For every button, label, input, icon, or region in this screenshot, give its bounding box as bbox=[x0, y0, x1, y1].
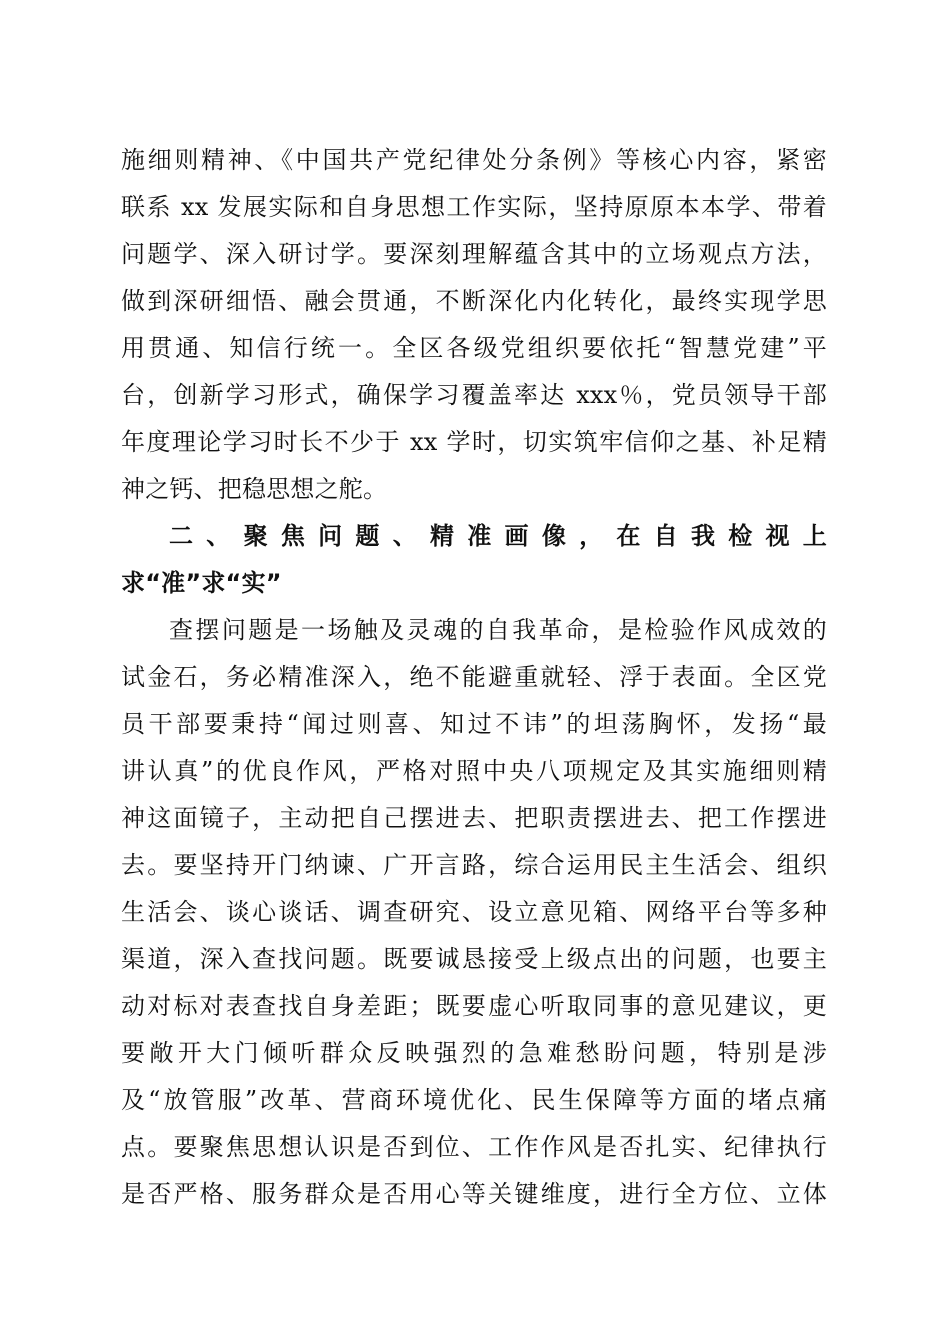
paragraph-2-line-11: 及“放管服”改革、营商环境优化、民生保障等方面的堵点痛 bbox=[121, 1086, 827, 1114]
paragraph-2-line-2: 试金石，务必精准深入，绝不能避重就轻、浮于表面。全区党 bbox=[121, 663, 827, 691]
paragraph-2-line-8: 渠道，深入查找问题。既要诚恳接受上级点出的问题，也要主 bbox=[121, 945, 827, 973]
paragraph-2-line-3: 员干部要秉持“闻过则喜、知过不讳”的坦荡胸怀，发扬“最 bbox=[121, 710, 827, 738]
paragraph-2-line-5: 神这面镜子，主动把自己摆进去、把职责摆进去、把工作摆进 bbox=[121, 804, 827, 832]
paragraph-1-line-3: 问题学、深入研讨学。要深刻理解蕴含其中的立场观点方法， bbox=[121, 240, 827, 268]
paragraph-2-line-6: 去。要坚持开门纳谏、广开言路，综合运用民主生活会、组织 bbox=[121, 851, 827, 879]
paragraph-1-line-7: 年度理论学习时长不少于 xx 学时，切实筑牢信仰之基、补足精 bbox=[121, 428, 827, 456]
paragraph-1-line-8: 神之钙、把稳思想之舵。 bbox=[121, 475, 388, 503]
paragraph-1-line-1: 施细则精神、《中国共产党纪律处分条例》等核心内容，紧密 bbox=[121, 146, 827, 174]
paragraph-2-line-13: 是否严格、服务群众是否用心等关键维度，进行全方位、立体 bbox=[121, 1180, 827, 1208]
paragraph-2-line-7: 生活会、谈心谈话、调查研究、设立意见箱、网络平台等多种 bbox=[121, 898, 827, 926]
paragraph-2-line-12: 点。要聚焦思想认识是否到位、工作作风是否扎实、纪律执行 bbox=[121, 1133, 827, 1161]
paragraph-2-line-10: 要敞开大门倾听群众反映强烈的急难愁盼问题，特别是涉 bbox=[121, 1039, 827, 1067]
paragraph-2-line-4: 讲认真”的优良作风，严格对照中央八项规定及其实施细则精 bbox=[121, 757, 827, 785]
section-heading-line-2: 求“准”求“实” bbox=[121, 569, 282, 597]
paragraph-1-line-6: 台，创新学习形式，确保学习覆盖率达 xxx％，党员领导干部 bbox=[121, 381, 827, 409]
section-heading-line-1: 二、聚焦问题、精准画像，在自我检视上 bbox=[169, 522, 827, 550]
paragraph-2-line-9: 动对标对表查找自身差距；既要虚心听取同事的意见建议，更 bbox=[121, 992, 827, 1020]
paragraph-2-line-1: 查摆问题是一场触及灵魂的自我革命，是检验作风成效的 bbox=[169, 616, 827, 644]
paragraph-1-line-2: 联系 xx 发展实际和自身思想工作实际，坚持原原本本学、带着 bbox=[121, 193, 827, 221]
paragraph-1-line-5: 用贯通、知信行统一。全区各级党组织要依托“智慧党建”平 bbox=[121, 334, 827, 362]
paragraph-1-line-4: 做到深研细悟、融会贯通，不断深化内化转化，最终实现学思 bbox=[121, 287, 827, 315]
